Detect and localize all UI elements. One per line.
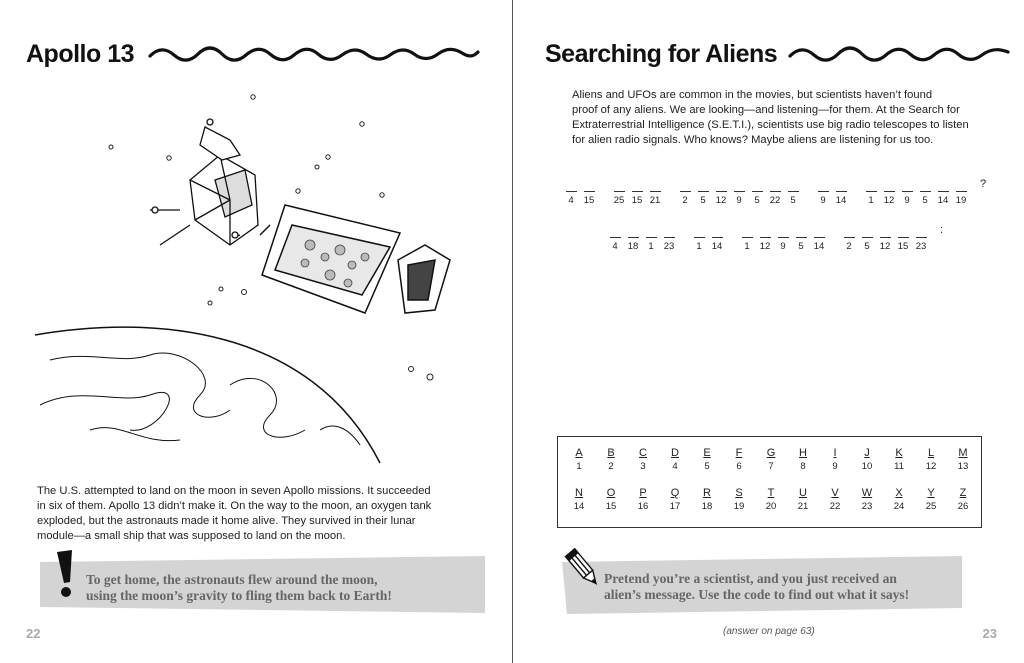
answer-blank[interactable] xyxy=(954,191,968,206)
code-letter: A xyxy=(575,447,583,459)
code-key-cell xyxy=(915,447,947,472)
answer-blank[interactable] xyxy=(768,191,782,206)
blank-line xyxy=(584,191,595,192)
code-number: 15 xyxy=(583,195,595,206)
code-number: 1 xyxy=(648,241,654,252)
blank-line xyxy=(880,237,891,238)
page-number: 22 xyxy=(26,626,41,641)
code-number: 14 xyxy=(573,501,585,512)
code-number: 4 xyxy=(568,195,574,206)
code-number: 5 xyxy=(790,195,796,206)
code-key-cell xyxy=(819,487,851,512)
code-letter: N xyxy=(575,487,583,499)
answer-blank[interactable] xyxy=(776,237,790,252)
answer-blank[interactable] xyxy=(758,237,772,252)
code-number: 22 xyxy=(769,195,781,206)
code-number: 6 xyxy=(736,461,742,472)
page-title: Searching for Aliens xyxy=(545,40,778,68)
code-key-row-n-z xyxy=(563,487,979,512)
code-key-cell xyxy=(947,487,979,512)
blank-line xyxy=(844,237,855,238)
code-letter: G xyxy=(766,447,776,459)
blank-line xyxy=(610,237,621,238)
answer-blank[interactable] xyxy=(842,237,856,252)
code-letter: T xyxy=(767,487,775,499)
code-number: 10 xyxy=(861,461,873,472)
code-letter: Q xyxy=(670,487,680,499)
blank-line xyxy=(614,191,625,192)
blank-line xyxy=(898,237,909,238)
code-letter: X xyxy=(895,487,903,499)
answer-blank[interactable] xyxy=(648,191,662,206)
paragraph-line: for alien radio signals. Who knows? Maybe aliens are listening for us too. xyxy=(572,134,934,146)
answer-blank[interactable] xyxy=(896,237,910,252)
code-number: 12 xyxy=(925,461,937,472)
answer-blank[interactable] xyxy=(644,237,658,252)
code-number: 21 xyxy=(649,195,661,206)
code-letter: F xyxy=(735,447,743,459)
blank-line xyxy=(884,191,895,192)
answer-blank[interactable] xyxy=(626,237,640,252)
answer-blank[interactable] xyxy=(834,191,848,206)
answer-blank[interactable] xyxy=(692,237,706,252)
answer-blank[interactable] xyxy=(864,191,878,206)
code-key-cell xyxy=(723,447,755,472)
seti-paragraph xyxy=(572,88,992,148)
code-number: 16 xyxy=(637,501,649,512)
blank-line xyxy=(680,191,691,192)
code-number: 14 xyxy=(813,241,825,252)
paragraph-line: Extraterrestrial Intelligence (S.E.T.I.), scientists use big radio telescopes to listen xyxy=(572,119,969,131)
answer-blank[interactable] xyxy=(696,191,710,206)
paragraph-line: The U.S. attempted to land on the moon in seven Apollo missions. It succeeded xyxy=(37,485,431,497)
coded-word xyxy=(612,191,666,206)
answer-blank[interactable] xyxy=(914,237,928,252)
code-key-cell xyxy=(883,447,915,472)
code-number: 23 xyxy=(663,241,675,252)
blank-line xyxy=(664,237,675,238)
puzzle-instructions xyxy=(604,571,909,603)
blank-line xyxy=(836,191,847,192)
code-key-cell xyxy=(563,487,595,512)
code-letter: Y xyxy=(927,487,935,499)
coded-message-line-2 xyxy=(608,224,943,252)
star xyxy=(380,193,384,197)
code-number: 14 xyxy=(835,195,847,206)
code-letter: I xyxy=(833,447,837,459)
code-number: 5 xyxy=(798,241,804,252)
blank-line xyxy=(788,191,799,192)
answer-blank[interactable] xyxy=(812,237,826,252)
answer-blank[interactable] xyxy=(732,191,746,206)
blank-line xyxy=(920,191,931,192)
coded-word xyxy=(842,237,932,252)
answer-blank[interactable] xyxy=(678,191,692,206)
code-letter: M xyxy=(958,447,968,459)
answer-blank[interactable] xyxy=(740,237,754,252)
blank-line xyxy=(716,191,727,192)
code-key-cell xyxy=(627,487,659,512)
code-key-cell xyxy=(595,487,627,512)
code-number: 23 xyxy=(915,241,927,252)
code-number: 22 xyxy=(829,501,841,512)
code-number: 14 xyxy=(711,241,723,252)
code-key-cell xyxy=(563,447,595,472)
code-number: 15 xyxy=(631,195,643,206)
squiggle-decoration xyxy=(148,40,480,68)
code-key-cell xyxy=(819,447,851,472)
code-number: 12 xyxy=(715,195,727,206)
coded-word xyxy=(678,191,804,206)
code-number: 5 xyxy=(754,195,760,206)
code-number: 12 xyxy=(879,241,891,252)
blank-line xyxy=(752,191,763,192)
code-number: 19 xyxy=(955,195,967,206)
page-title: Apollo 13 xyxy=(26,40,135,68)
code-letter: L xyxy=(927,447,935,459)
answer-blank[interactable] xyxy=(750,191,764,206)
code-key-cell xyxy=(627,447,659,472)
code-number: 11 xyxy=(894,461,904,472)
paragraph-line: exploded, but the astronauts made it home alive. They survived in their lunar xyxy=(37,515,416,527)
code-letter: K xyxy=(895,447,903,459)
code-key-cell xyxy=(755,487,787,512)
code-letter: J xyxy=(864,447,870,459)
code-number: 14 xyxy=(937,195,949,206)
paragraph-line: module—a small ship that was supposed to land on the moon. xyxy=(37,530,346,542)
blank-line xyxy=(796,237,807,238)
page-number: 23 xyxy=(982,626,997,641)
blank-line xyxy=(742,237,753,238)
code-number: 5 xyxy=(922,195,928,206)
code-number: 2 xyxy=(608,461,614,472)
answer-blank[interactable] xyxy=(710,237,724,252)
code-number: 23 xyxy=(861,501,873,512)
code-letter: D xyxy=(671,447,679,459)
coded-word xyxy=(692,237,728,252)
code-number: 7 xyxy=(768,461,774,472)
blank-line xyxy=(956,191,967,192)
code-number: 9 xyxy=(820,195,826,206)
blank-line xyxy=(632,191,643,192)
code-number: 4 xyxy=(612,241,618,252)
code-number: 12 xyxy=(759,241,771,252)
star xyxy=(315,165,319,169)
code-number: 26 xyxy=(957,501,969,512)
code-key-cell xyxy=(787,447,819,472)
blank-line xyxy=(902,191,913,192)
blank-line xyxy=(778,237,789,238)
code-letter: Z xyxy=(959,487,967,499)
code-number: 19 xyxy=(733,501,745,512)
exclamation-icon xyxy=(52,548,82,600)
star xyxy=(360,122,364,126)
code-key-cell xyxy=(915,487,947,512)
code-number: 8 xyxy=(800,461,806,472)
code-number: 17 xyxy=(669,501,681,512)
star xyxy=(219,287,223,291)
code-letter: W xyxy=(861,487,873,499)
star xyxy=(251,95,255,99)
blank-line xyxy=(628,237,639,238)
callout-line: Pretend you’re a scientist, and you just received an xyxy=(604,571,897,586)
apollo-paragraph xyxy=(37,484,477,544)
coded-word xyxy=(564,191,600,206)
answer-blank[interactable] xyxy=(564,191,578,206)
answer-blank[interactable] xyxy=(900,191,914,206)
paragraph-line: in six of them. Apollo 13 didn’t make it. On the way to the moon, an oxygen tank xyxy=(37,500,432,512)
code-letter: V xyxy=(831,487,839,499)
puzzle-punctuation: ? xyxy=(980,178,987,190)
code-key-cell xyxy=(595,447,627,472)
code-number: 2 xyxy=(846,241,852,252)
code-number: 18 xyxy=(701,501,713,512)
code-number: 21 xyxy=(797,501,809,512)
blank-line xyxy=(862,237,873,238)
code-key-cell xyxy=(947,447,979,472)
code-number: 9 xyxy=(832,461,838,472)
answer-blank[interactable] xyxy=(612,191,626,206)
code-number: 5 xyxy=(704,461,710,472)
code-number: 25 xyxy=(925,501,937,512)
answer-blank[interactable] xyxy=(714,191,728,206)
blank-line xyxy=(916,237,927,238)
blank-line xyxy=(694,237,705,238)
paragraph-line: proof of any aliens. We are looking—and listening—for them. At the Search for xyxy=(572,104,960,116)
code-number: 15 xyxy=(605,501,617,512)
code-number: 1 xyxy=(576,461,582,472)
code-key-cell xyxy=(659,487,691,512)
code-letter: U xyxy=(799,487,807,499)
star xyxy=(109,145,113,149)
coded-message-line-1 xyxy=(564,178,986,206)
code-number: 9 xyxy=(904,195,910,206)
coded-word xyxy=(740,237,830,252)
code-number: 5 xyxy=(864,241,870,252)
answer-blank[interactable] xyxy=(582,191,596,206)
code-number: 4 xyxy=(672,461,678,472)
answer-blank[interactable] xyxy=(878,237,892,252)
code-key-cell xyxy=(755,447,787,472)
code-letter: S xyxy=(735,487,743,499)
paragraph-line: Aliens and UFOs are common in the movies, but scientists haven’t found xyxy=(572,89,933,101)
star xyxy=(296,189,300,193)
code-number: 15 xyxy=(897,241,909,252)
code-number: 13 xyxy=(957,461,969,472)
code-number: 1 xyxy=(744,241,750,252)
apollo-spacecraft-illustration xyxy=(30,85,480,465)
coded-word xyxy=(816,191,852,206)
code-number: 5 xyxy=(700,195,706,206)
star xyxy=(409,367,414,372)
code-number: 12 xyxy=(883,195,895,206)
callout-line: alien’s message. Use the code to find out what it says! xyxy=(604,587,910,602)
code-number: 1 xyxy=(868,195,874,206)
code-letter: H xyxy=(799,447,807,459)
blank-line xyxy=(760,237,771,238)
blank-line xyxy=(770,191,781,192)
code-letter: C xyxy=(639,447,647,459)
star xyxy=(167,156,171,160)
callout-line: using the moon’s gravity to fling them back to Earth! xyxy=(86,588,392,603)
code-key-cell xyxy=(883,487,915,512)
answer-blank[interactable] xyxy=(608,237,622,252)
code-key-cell xyxy=(851,447,883,472)
callout-line: To get home, the astronauts flew around the moon, xyxy=(86,572,378,587)
code-key-cell xyxy=(723,487,755,512)
pencil-icon xyxy=(563,546,603,590)
blank-line xyxy=(712,237,723,238)
code-number: 25 xyxy=(613,195,625,206)
code-number: 3 xyxy=(640,461,646,472)
code-number: 18 xyxy=(627,241,639,252)
code-letter: O xyxy=(606,487,616,499)
answer-blank[interactable] xyxy=(860,237,874,252)
code-number: 20 xyxy=(765,501,777,512)
star xyxy=(427,374,433,380)
coded-word xyxy=(864,191,972,206)
blank-line xyxy=(650,191,661,192)
puzzle-punctuation: : xyxy=(940,224,944,236)
answer-blank[interactable] xyxy=(630,191,644,206)
fun-fact-text xyxy=(86,572,392,604)
blank-line xyxy=(818,191,829,192)
code-key-cell xyxy=(691,487,723,512)
code-key-box xyxy=(557,436,982,528)
code-key-cell xyxy=(787,487,819,512)
code-letter: P xyxy=(639,487,647,499)
star xyxy=(208,301,212,305)
blank-line xyxy=(938,191,949,192)
blank-line xyxy=(646,237,657,238)
answer-blank[interactable] xyxy=(662,237,676,252)
blank-line xyxy=(866,191,877,192)
star xyxy=(242,290,247,295)
blank-line xyxy=(814,237,825,238)
code-key-cell xyxy=(851,487,883,512)
code-number: 2 xyxy=(682,195,688,206)
code-number: 1 xyxy=(696,241,702,252)
star xyxy=(326,155,330,159)
answer-blank[interactable] xyxy=(918,191,932,206)
code-key-row-a-m xyxy=(563,447,979,472)
right-page xyxy=(513,0,1024,663)
blank-line xyxy=(734,191,745,192)
answer-blank[interactable] xyxy=(816,191,830,206)
code-letter: R xyxy=(703,487,711,499)
answer-blank[interactable] xyxy=(786,191,800,206)
coded-word xyxy=(608,237,680,252)
code-number: 9 xyxy=(780,241,786,252)
code-number: 9 xyxy=(736,195,742,206)
squiggle-decoration xyxy=(788,40,1010,68)
answer-blank[interactable] xyxy=(794,237,808,252)
code-letter: E xyxy=(703,447,711,459)
answer-blank[interactable] xyxy=(882,191,896,206)
code-key-cell xyxy=(691,447,723,472)
code-key-cell xyxy=(659,447,691,472)
code-number: 24 xyxy=(893,501,905,512)
answer-note: (answer on page 63) xyxy=(723,626,815,637)
blank-line xyxy=(566,191,577,192)
answer-blank[interactable] xyxy=(936,191,950,206)
blank-line xyxy=(698,191,709,192)
code-letter: B xyxy=(607,447,615,459)
